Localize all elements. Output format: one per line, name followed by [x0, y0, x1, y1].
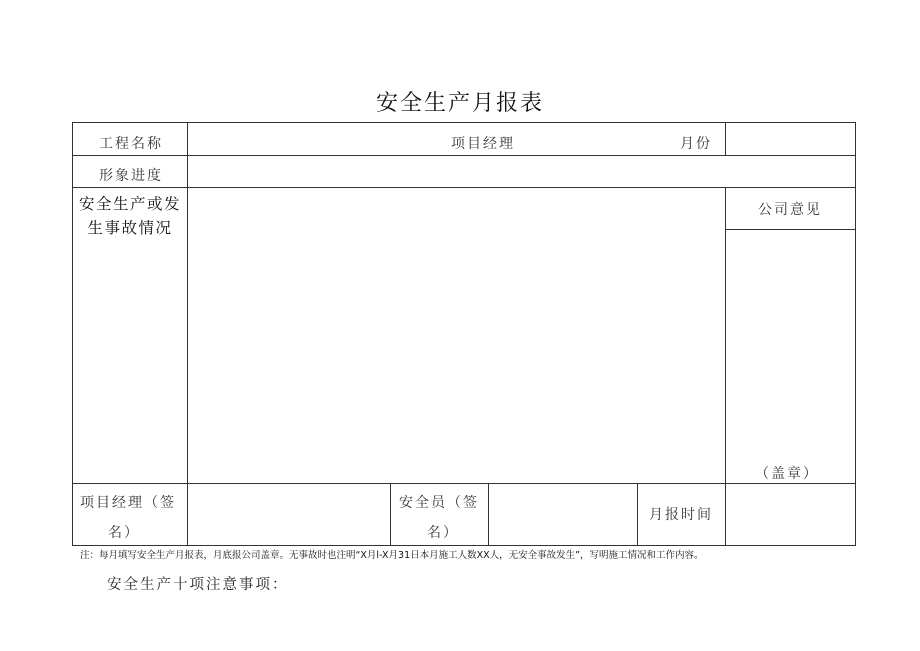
report-form — [72, 122, 856, 546]
company-opinion-label: 公司意见 — [758, 202, 822, 218]
sign-column-divider-2 — [488, 483, 489, 546]
page-title: 安全生产月报表 — [375, 91, 544, 116]
safety-status-label-line1: 安全生产或发 — [78, 195, 181, 213]
progress-label: 形象进度 — [99, 168, 163, 184]
pm-sign-label-line2: 名） — [108, 525, 140, 541]
project-manager-label: 项目经理 — [451, 136, 515, 152]
row-divider-1 — [72, 155, 856, 156]
border-left — [72, 122, 73, 546]
row-divider-3 — [72, 483, 856, 484]
form-note: 注：每月填写安全生产月报表，月底报公司盖章。无事故时也注明“X月l-X月31日本月施工人数XX人，无安全事故发生”，写明施工情况和工作内容。 — [80, 550, 704, 561]
month-column-divider — [725, 122, 726, 155]
safety-status-label-line2: 生事故情况 — [87, 219, 173, 237]
border-bottom — [72, 545, 856, 546]
safety-officer-label-line2: 名） — [427, 525, 459, 541]
ten-rules-heading: 安全生产十项注意事项： — [107, 577, 289, 593]
sign-column-divider-3 — [637, 483, 638, 546]
label-column-divider — [187, 122, 188, 546]
report-time-label: 月报时间 — [649, 507, 713, 523]
project-name-label: 工程名称 — [99, 136, 163, 152]
pm-sign-label-line1: 项目经理（签 — [80, 495, 176, 511]
row-divider-2 — [72, 187, 856, 188]
seal-label: （盖章） — [755, 466, 819, 482]
opinion-column-divider — [725, 187, 726, 546]
sign-column-divider-1 — [390, 483, 391, 546]
border-right — [855, 122, 856, 546]
safety-officer-label-line1: 安全员（签 — [399, 495, 479, 511]
month-label: 月份 — [680, 136, 712, 152]
opinion-divider — [725, 229, 856, 230]
border-top — [72, 122, 856, 123]
